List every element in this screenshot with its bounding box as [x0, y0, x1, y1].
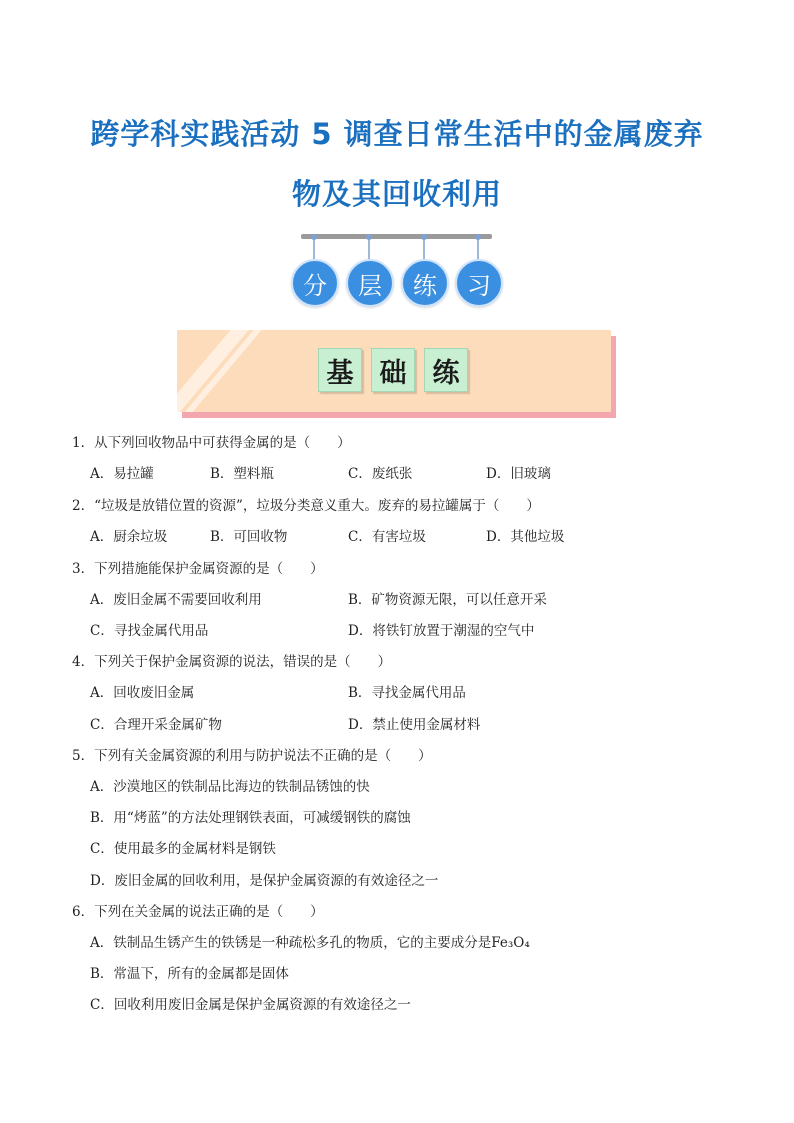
document-title-line-1: 跨学科实践活动 5 调查日常生活中的金属废弃	[90, 117, 704, 151]
question-6-option-a: A．铁制品生锈产生的铁锈是一种疏松多孔的物质，它的主要成分是Fe₃O₄	[90, 935, 530, 951]
question-5-option-a: A．沙漠地区的铁制品比海边的铁制品锈蚀的快	[90, 779, 370, 795]
question-6-option-b: B．常温下，所有的金属都是固体	[90, 966, 289, 982]
question-1-option-b: B．塑料瓶	[210, 466, 274, 482]
document-title-line-2: 物及其回收利用	[291, 177, 502, 211]
question-4-option-c: C．合理开采金属矿物	[90, 717, 222, 733]
section-char-chu: 础	[371, 348, 415, 392]
section-char-lian: 练	[424, 348, 468, 392]
tag-circle-lian: 练	[401, 259, 449, 307]
question-3-stem: 3．下列措施能保护金属资源的是（ ）	[72, 561, 324, 577]
hanger-rail	[301, 234, 492, 239]
hanger-string	[368, 236, 370, 260]
question-1-stem: 1．从下列回收物品中可获得金属的是（ ）	[72, 435, 351, 451]
question-4-stem: 4．下列关于保护金属资源的说法，错误的是（ ）	[72, 654, 392, 670]
question-3-option-d: D．将铁钉放置于潮湿的空气中	[348, 623, 535, 639]
question-4-option-a: A．回收废旧金属	[90, 685, 195, 701]
section-char-ji: 基	[318, 348, 362, 392]
question-1-option-c: C．废纸张	[348, 466, 413, 482]
tag-circle-fen: 分	[291, 259, 339, 307]
question-2-option-c: C．有害垃圾	[348, 529, 426, 545]
question-3-option-b: B．矿物资源无限，可以任意开采	[348, 592, 547, 608]
hanger-string	[477, 236, 479, 260]
question-2-stem: 2．“垃圾是放错位置的资源”，垃圾分类意义重大。废弃的易拉罐属于（ ）	[72, 498, 540, 514]
question-5-stem: 5．下列有关金属资源的利用与防护说法不正确的是（ ）	[72, 748, 432, 764]
hanger-string	[423, 236, 425, 260]
question-3-option-a: A．废旧金属不需要回收利用	[90, 592, 262, 608]
question-2-option-b: B．可回收物	[210, 529, 288, 545]
question-4-option-b: B．寻找金属代用品	[348, 685, 466, 701]
question-5-option-c: C．使用最多的金属材料是钢铁	[90, 841, 276, 857]
question-1-option-d: D．旧玻璃	[486, 466, 551, 482]
question-5-option-d: D．废旧金属的回收利用，是保护金属资源的有效途径之一	[90, 873, 439, 889]
question-3-option-c: C．寻找金属代用品	[90, 623, 209, 639]
question-6-option-c: C．回收利用废旧金属是保护金属资源的有效途径之一	[90, 997, 411, 1013]
tag-circle-ceng: 层	[346, 259, 394, 307]
question-2-option-d: D．其他垃圾	[486, 529, 565, 545]
hanger-string	[313, 236, 315, 260]
question-6-stem: 6．下列在关金属的说法正确的是（ ）	[72, 904, 324, 920]
question-5-option-b: B．用“烤蓝”的方法处理钢铁表面，可减缓钢铁的腐蚀	[90, 810, 411, 826]
question-1-option-a: A．易拉罐	[90, 466, 154, 482]
question-2-option-a: A．厨余垃圾	[90, 529, 168, 545]
tag-circle-xi: 习	[455, 259, 503, 307]
question-4-option-d: D．禁止使用金属材料	[348, 717, 481, 733]
